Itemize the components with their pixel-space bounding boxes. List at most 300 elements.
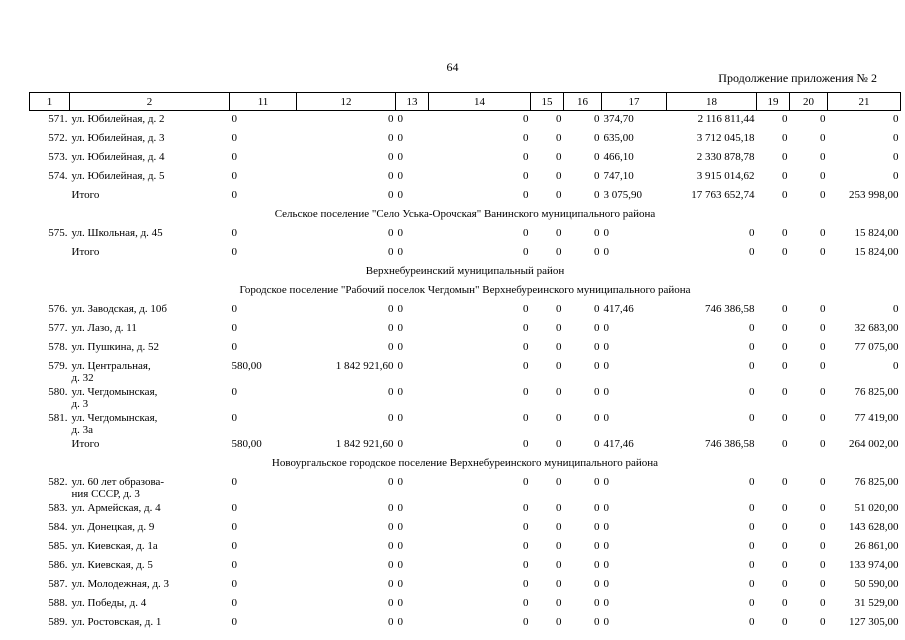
value-cell-c14: 0 [523, 322, 529, 334]
value-cell-c13: 0 [397, 322, 403, 334]
table-row [30, 500, 901, 519]
value-cell-c20: 0 [820, 386, 826, 398]
value-cell-c19: 0 [782, 521, 788, 533]
value-cell-c11: 0 [231, 559, 237, 571]
table-row [30, 320, 901, 339]
value-cell-c14: 0 [523, 521, 529, 533]
value-cell-c14: 0 [523, 360, 529, 372]
value-cell-c16: 0 [594, 189, 600, 201]
value-cell-c14: 0 [523, 597, 529, 609]
value-cell-c11: 0 [231, 132, 237, 144]
table-row [30, 225, 901, 244]
address-cell [70, 519, 230, 538]
address-cell [70, 339, 230, 358]
value-cell-c12: 1 842 921,60 [335, 360, 394, 372]
value-cell-c12: 0 [388, 113, 394, 125]
address-line: ул. Юбилейная, д. 5 [71, 170, 165, 182]
address-cell [70, 410, 230, 436]
value-cell-c19: 0 [782, 246, 788, 258]
address-line: ул. Киевская, д. 1а [71, 540, 158, 552]
row-number [30, 244, 70, 263]
value-cell-c16: 0 [594, 597, 600, 609]
value-cell-c20: 0 [820, 360, 826, 372]
value-cell-c16: 0 [594, 521, 600, 533]
value-cell-c14: 0 [523, 438, 529, 450]
value-cell-c11: 0 [231, 502, 237, 514]
value-cell-c17: 0 [603, 386, 609, 398]
value-cell-c12: 0 [388, 559, 394, 571]
value-cell-c11: 0 [231, 616, 237, 628]
value-cell-c11: 0 [231, 227, 237, 239]
value-cell-c13: 0 [397, 151, 403, 163]
value-cell-c18: 0 [749, 616, 755, 628]
value-cell-c20: 0 [820, 521, 826, 533]
header-cell: 18 [667, 93, 757, 111]
value-cell-c13: 0 [397, 540, 403, 552]
value-cell-c20: 0 [820, 189, 826, 201]
address-line: Итого [71, 189, 100, 201]
value-cell-c15: 0 [556, 386, 562, 398]
address-line: ул. Ростовская, д. 1 [71, 616, 162, 628]
value-cell-c14: 0 [523, 170, 529, 182]
data-table [29, 92, 901, 633]
header-cell: 11 [230, 93, 297, 111]
total-row [30, 187, 901, 206]
table-row [30, 614, 901, 633]
value-cell-c19: 0 [782, 438, 788, 450]
value-cell-c14: 0 [523, 132, 529, 144]
table-row [30, 538, 901, 557]
address-line: ул. Лазо, д. 11 [71, 322, 137, 334]
value-cell-c18: 3 712 045,18 [696, 132, 755, 144]
value-cell-c20: 0 [820, 597, 826, 609]
value-cell-c16: 0 [594, 113, 600, 125]
value-cell-c12: 0 [388, 386, 394, 398]
address-cell [70, 557, 230, 576]
value-cell-c18: 2 116 811,44 [697, 113, 755, 125]
value-cell-c15: 0 [556, 438, 562, 450]
value-cell-c21: 15 824,00 [854, 246, 899, 258]
value-cell-c19: 0 [782, 170, 788, 182]
value-cell-c12: 0 [388, 341, 394, 353]
address-line: ул. Чегдомынская, [71, 386, 158, 398]
header-cell: 12 [297, 93, 396, 111]
value-cell-c20: 0 [820, 303, 826, 315]
value-cell-c20: 0 [820, 559, 826, 571]
value-cell-c17: 0 [603, 341, 609, 353]
value-cell-c19: 0 [782, 227, 788, 239]
table-row [30, 595, 901, 614]
value-cell-c19: 0 [782, 597, 788, 609]
value-cell-c21: 76 825,00 [854, 476, 899, 488]
value-cell-c13: 0 [397, 578, 403, 590]
value-cell-c14: 0 [523, 476, 529, 488]
value-cell-c17: 466,10 [603, 151, 634, 163]
value-cell-c14: 0 [523, 113, 529, 125]
address-line: Итого [71, 438, 100, 450]
value-cell-c16: 0 [594, 386, 600, 398]
value-cell-c13: 0 [397, 246, 403, 258]
value-cell-c15: 0 [556, 189, 562, 201]
value-cell-c11: 0 [231, 303, 237, 315]
value-cell-c13: 0 [397, 341, 403, 353]
value-cell-c12: 0 [388, 227, 394, 239]
header-cell: 16 [564, 93, 602, 111]
value-cell-c17: 0 [603, 540, 609, 552]
value-cell-c21: 51 020,00 [854, 502, 899, 514]
value-cell-c16: 0 [594, 246, 600, 258]
address-line: ул. Пушкина, д. 52 [71, 341, 160, 353]
value-cell-c15: 0 [556, 113, 562, 125]
header-cell: 14 [429, 93, 531, 111]
value-cell-c19: 0 [782, 476, 788, 488]
value-cell-c21: 0 [893, 303, 899, 315]
value-cell-c20: 0 [820, 322, 826, 334]
value-cell-c20: 0 [820, 438, 826, 450]
value-cell-c18: 0 [749, 540, 755, 552]
table-row [30, 339, 901, 358]
value-cell-c17: 0 [603, 246, 609, 258]
value-cell-c16: 0 [594, 476, 600, 488]
value-cell-c18: 0 [749, 227, 755, 239]
value-cell-c12: 0 [388, 303, 394, 315]
value-cell-c19: 0 [782, 578, 788, 590]
value-cell-c11: 0 [231, 540, 237, 552]
section-heading-row [30, 282, 901, 301]
table-row [30, 410, 901, 436]
value-cell-c15: 0 [556, 521, 562, 533]
address-line: ул. Победы, д. 4 [71, 597, 147, 609]
value-cell-c11: 0 [231, 521, 237, 533]
value-cell-c16: 0 [594, 360, 600, 372]
value-cell-c12: 0 [388, 616, 394, 628]
address-line: ул. Юбилейная, д. 2 [71, 113, 165, 125]
address-cell [70, 538, 230, 557]
row-number: 585. [48, 540, 68, 552]
value-cell-c18: 0 [749, 521, 755, 533]
value-cell-c18: 0 [749, 386, 755, 398]
value-cell-c16: 0 [594, 227, 600, 239]
value-cell-c17: 0 [603, 502, 609, 514]
value-cell-c17: 417,46 [603, 303, 634, 315]
value-cell-c13: 0 [397, 438, 403, 450]
value-cell-c11: 0 [231, 151, 237, 163]
value-cell-c11: 0 [231, 113, 237, 125]
row-number: 573. [48, 151, 68, 163]
value-cell-c16: 0 [594, 341, 600, 353]
table-row [30, 130, 901, 149]
header-row [30, 93, 901, 111]
value-cell-c19: 0 [782, 412, 788, 424]
value-cell-c15: 0 [556, 322, 562, 334]
value-cell-c11: 0 [231, 412, 237, 424]
value-cell-c13: 0 [397, 412, 403, 424]
row-number: 588. [48, 597, 68, 609]
value-cell-c14: 0 [523, 189, 529, 201]
address-line: Итого [71, 246, 100, 258]
header-cell: 15 [531, 93, 564, 111]
value-cell-c13: 0 [397, 521, 403, 533]
value-cell-c12: 0 [388, 322, 394, 334]
value-cell-c19: 0 [782, 559, 788, 571]
address-line: ул. Школьная, д. 45 [71, 227, 163, 239]
value-cell-c21: 76 825,00 [854, 386, 899, 398]
header-cell: 21 [828, 93, 901, 111]
value-cell-c19: 0 [782, 322, 788, 334]
value-cell-c11: 0 [231, 322, 237, 334]
value-cell-c21: 253 998,00 [849, 189, 899, 201]
value-cell-c17: 0 [603, 559, 609, 571]
value-cell-c14: 0 [523, 303, 529, 315]
value-cell-c15: 0 [556, 341, 562, 353]
value-cell-c11: 0 [231, 476, 237, 488]
value-cell-c16: 0 [594, 502, 600, 514]
address-cell [70, 358, 230, 384]
value-cell-c13: 0 [397, 616, 403, 628]
value-cell-c12: 0 [388, 502, 394, 514]
table-row [30, 474, 901, 500]
value-cell-c13: 0 [397, 476, 403, 488]
value-cell-c15: 0 [556, 132, 562, 144]
value-cell-c21: 0 [893, 360, 899, 372]
section-heading-row [30, 263, 901, 282]
table-row [30, 384, 901, 410]
row-number: 582. [48, 476, 68, 488]
address-cell [70, 614, 230, 633]
value-cell-c19: 0 [782, 502, 788, 514]
row-number: 584. [48, 521, 68, 533]
row-number: 589. [48, 616, 68, 628]
row-number: 574. [48, 170, 68, 182]
value-cell-c21: 26 861,00 [854, 540, 899, 552]
value-cell-c20: 0 [820, 540, 826, 552]
value-cell-c13: 0 [397, 132, 403, 144]
row-number: 587. [48, 578, 68, 590]
address-cell [70, 301, 230, 320]
value-cell-c17: 0 [603, 616, 609, 628]
value-cell-c12: 0 [388, 170, 394, 182]
address-cell [70, 320, 230, 339]
value-cell-c18: 0 [749, 597, 755, 609]
value-cell-c16: 0 [594, 151, 600, 163]
value-cell-c17: 747,10 [603, 170, 634, 182]
value-cell-c18: 3 915 014,62 [696, 170, 755, 182]
address-line: ния СССР, д. 3 [71, 488, 140, 500]
value-cell-c12: 0 [388, 578, 394, 590]
value-cell-c14: 0 [523, 616, 529, 628]
address-line: ул. Киевская, д. 5 [71, 559, 153, 571]
value-cell-c16: 0 [594, 303, 600, 315]
value-cell-c17: 635,00 [603, 132, 634, 144]
value-cell-c13: 0 [397, 559, 403, 571]
row-number: 579. [48, 360, 68, 372]
header-cell: 20 [790, 93, 828, 111]
value-cell-c18: 746 386,58 [705, 303, 755, 315]
value-cell-c21: 77 075,00 [854, 341, 899, 353]
value-cell-c17: 374,70 [603, 113, 634, 125]
value-cell-c17: 417,46 [603, 438, 634, 450]
table-body [30, 111, 901, 634]
value-cell-c12: 0 [388, 521, 394, 533]
table-row [30, 576, 901, 595]
value-cell-c18: 17 763 652,74 [691, 189, 755, 201]
address-cell [70, 111, 230, 131]
value-cell-c18: 0 [749, 476, 755, 488]
address-cell [70, 168, 230, 187]
value-cell-c20: 0 [820, 227, 826, 239]
table-row [30, 111, 901, 131]
value-cell-c19: 0 [782, 616, 788, 628]
value-cell-c14: 0 [523, 578, 529, 590]
section-heading-row [30, 206, 901, 225]
value-cell-c21: 77 419,00 [854, 412, 899, 424]
value-cell-c15: 0 [556, 597, 562, 609]
table-row [30, 358, 901, 384]
header-cell: 13 [396, 93, 429, 111]
page-number: 64 [446, 60, 459, 74]
section-heading: Сельское поселение "Село Уська-Орочская" Ванинского муниципального района [274, 208, 656, 220]
value-cell-c12: 0 [388, 412, 394, 424]
header-cell: 2 [70, 93, 230, 111]
value-cell-c21: 0 [893, 113, 899, 125]
value-cell-c16: 0 [594, 438, 600, 450]
value-cell-c13: 0 [397, 227, 403, 239]
value-cell-c17: 0 [603, 227, 609, 239]
value-cell-c11: 0 [231, 578, 237, 590]
value-cell-c21: 143 628,00 [849, 521, 899, 533]
value-cell-c15: 0 [556, 502, 562, 514]
value-cell-c11: 0 [231, 189, 237, 201]
value-cell-c15: 0 [556, 151, 562, 163]
value-cell-c14: 0 [523, 227, 529, 239]
value-cell-c14: 0 [523, 246, 529, 258]
address-line: ул. Донецкая, д. 9 [71, 521, 155, 533]
value-cell-c19: 0 [782, 113, 788, 125]
address-cell [70, 384, 230, 410]
value-cell-c15: 0 [556, 578, 562, 590]
value-cell-c16: 0 [594, 170, 600, 182]
value-cell-c21: 127 305,00 [849, 616, 899, 628]
value-cell-c12: 0 [388, 597, 394, 609]
value-cell-c12: 1 842 921,60 [335, 438, 394, 450]
table-row [30, 301, 901, 320]
address-line: д. 32 [71, 372, 94, 384]
value-cell-c16: 0 [594, 540, 600, 552]
value-cell-c18: 0 [749, 360, 755, 372]
value-cell-c15: 0 [556, 540, 562, 552]
address-cell [70, 474, 230, 500]
value-cell-c14: 0 [523, 151, 529, 163]
value-cell-c17: 3 075,90 [603, 189, 642, 201]
row-number: 577. [48, 322, 68, 334]
value-cell-c20: 0 [820, 113, 826, 125]
address-line: ул. Заводская, д. 10б [71, 303, 167, 315]
value-cell-c19: 0 [782, 132, 788, 144]
value-cell-c19: 0 [782, 386, 788, 398]
value-cell-c15: 0 [556, 412, 562, 424]
address-cell [70, 130, 230, 149]
value-cell-c15: 0 [556, 227, 562, 239]
section-heading: Новоургальское городское поселение Верхнебуреинского муниципального района [271, 457, 659, 469]
value-cell-c14: 0 [523, 341, 529, 353]
value-cell-c15: 0 [556, 170, 562, 182]
address-line: ул. Юбилейная, д. 3 [71, 132, 165, 144]
value-cell-c11: 0 [231, 386, 237, 398]
value-cell-c17: 0 [603, 597, 609, 609]
section-heading: Верхнебуреинский муниципальный район [365, 265, 565, 277]
value-cell-c11: 580,00 [231, 438, 262, 450]
value-cell-c18: 0 [749, 322, 755, 334]
address-line: ул. 60 лет образова- [71, 476, 165, 488]
value-cell-c15: 0 [556, 476, 562, 488]
value-cell-c14: 0 [523, 540, 529, 552]
value-cell-c15: 0 [556, 303, 562, 315]
row-number: 586. [48, 559, 68, 571]
value-cell-c17: 0 [603, 412, 609, 424]
value-cell-c11: 0 [231, 597, 237, 609]
value-cell-c21: 31 529,00 [854, 597, 899, 609]
row-number [30, 187, 70, 206]
address-cell [70, 187, 230, 206]
header-cell: 1 [30, 93, 70, 111]
address-line: ул. Армейская, д. 4 [71, 502, 161, 514]
value-cell-c19: 0 [782, 360, 788, 372]
value-cell-c12: 0 [388, 246, 394, 258]
value-cell-c11: 0 [231, 246, 237, 258]
value-cell-c14: 0 [523, 386, 529, 398]
value-cell-c18: 0 [749, 502, 755, 514]
section-heading: Городское поселение "Рабочий поселок Чегдомын" Верхнебуреинского муниципального района [239, 284, 691, 296]
value-cell-c21: 50 590,00 [854, 578, 899, 590]
row-number: 578. [48, 341, 68, 353]
address-line: д. 3а [71, 424, 93, 436]
value-cell-c20: 0 [820, 616, 826, 628]
value-cell-c20: 0 [820, 341, 826, 353]
value-cell-c19: 0 [782, 189, 788, 201]
value-cell-c20: 0 [820, 502, 826, 514]
total-row [30, 244, 901, 263]
value-cell-c16: 0 [594, 559, 600, 571]
address-cell [70, 436, 230, 455]
value-cell-c12: 0 [388, 540, 394, 552]
value-cell-c17: 0 [603, 578, 609, 590]
value-cell-c18: 0 [749, 559, 755, 571]
section-heading-row [30, 455, 901, 474]
value-cell-c20: 0 [820, 246, 826, 258]
value-cell-c16: 0 [594, 616, 600, 628]
address-line: ул. Молодежная, д. 3 [71, 578, 170, 590]
value-cell-c19: 0 [782, 151, 788, 163]
address-cell [70, 500, 230, 519]
value-cell-c19: 0 [782, 303, 788, 315]
value-cell-c18: 0 [749, 341, 755, 353]
value-cell-c20: 0 [820, 132, 826, 144]
value-cell-c21: 32 683,00 [854, 322, 899, 334]
value-cell-c21: 15 824,00 [854, 227, 899, 239]
value-cell-c14: 0 [523, 412, 529, 424]
address-line: д. 3 [71, 398, 89, 410]
row-number: 575. [48, 227, 68, 239]
value-cell-c17: 0 [603, 521, 609, 533]
table-row [30, 519, 901, 538]
row-number: 572. [48, 132, 68, 144]
value-cell-c18: 746 386,58 [705, 438, 755, 450]
value-cell-c21: 264 002,00 [849, 438, 899, 450]
value-cell-c19: 0 [782, 341, 788, 353]
value-cell-c11: 0 [231, 341, 237, 353]
value-cell-c13: 0 [397, 189, 403, 201]
header-cell: 19 [757, 93, 790, 111]
